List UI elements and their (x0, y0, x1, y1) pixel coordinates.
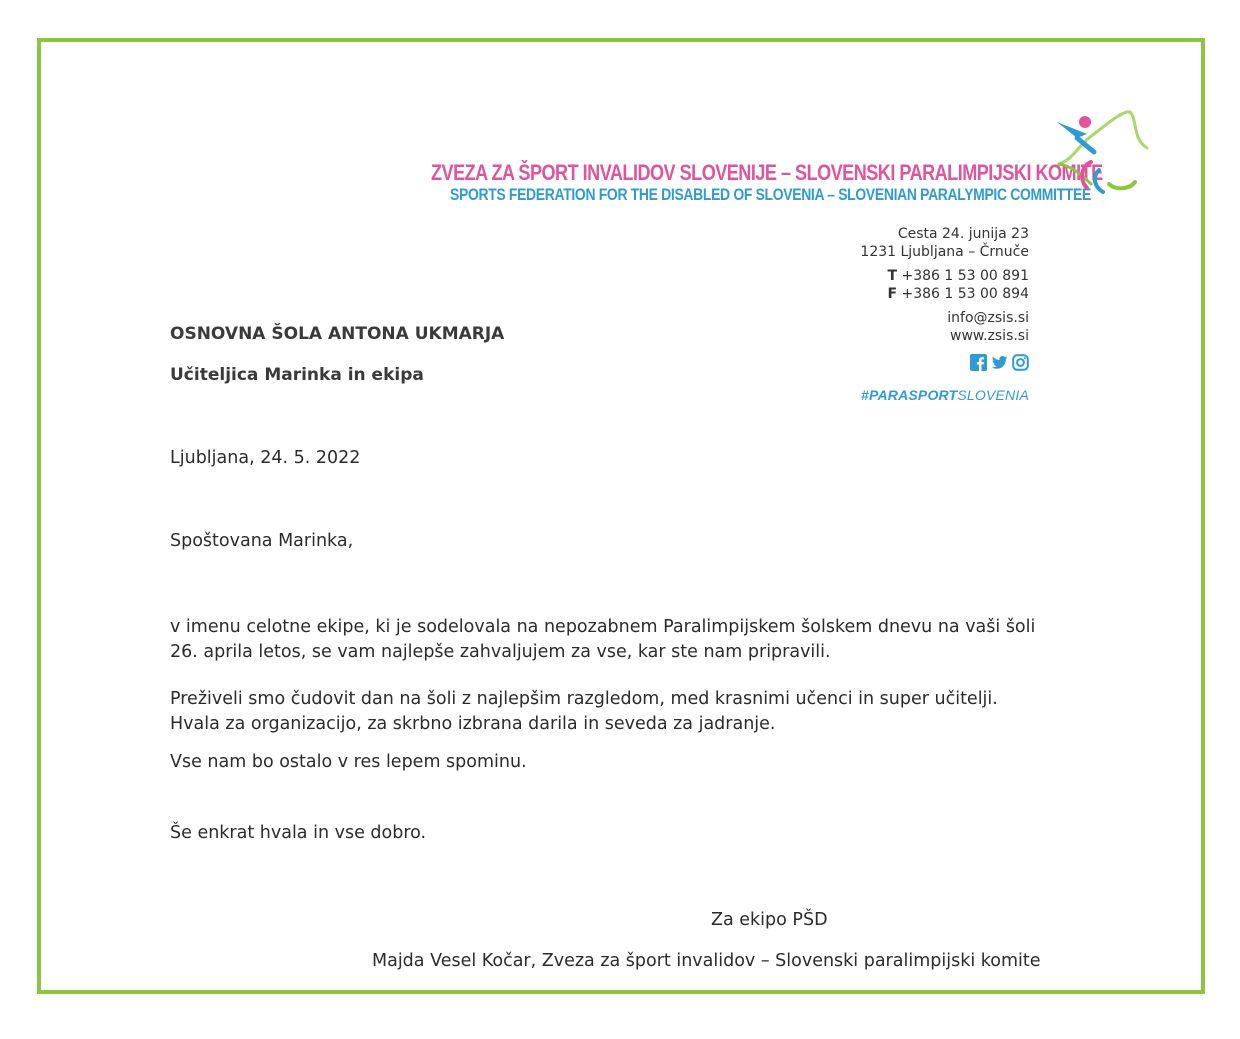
signoff: Za ekipo PŠD (711, 910, 828, 930)
hashtag-rest: SLOVENIA (957, 387, 1029, 403)
phone-label: T (887, 268, 898, 284)
paralympic-logo-icon (1019, 104, 1149, 208)
letter-page (37, 38, 1205, 994)
hashtag-bold: #PARASPORT (860, 387, 958, 403)
hashtag[interactable] (861, 387, 1029, 403)
fax-number: +386 1 53 00 894 (901, 286, 1029, 302)
address-line-2: 1231 Ljubljana – Črnuče (860, 244, 1029, 260)
salutation: Spoštovana Marinka, (170, 531, 354, 551)
phone-line (887, 268, 1029, 284)
phone-number: +386 1 53 00 891 (901, 268, 1029, 284)
paragraph-2: Preživeli smo čudovit dan na šoli z najlepšim razgledom, med krasnimi učenci in super učitelji. Hvala za organizacijo, za skrbno izbrana darila in seveda za jadranje. (170, 689, 998, 734)
social-icons (970, 354, 1029, 371)
letterhead-title-slovenian: ZVEZA ZA ŠPORT INVALIDOV SLOVENIJE – SLOVENSKI PARALIMPIJSKI KOMITE (431, 160, 1103, 185)
fax-line (887, 286, 1029, 302)
paragraph-1: v imenu celotne ekipe, ki je sodelovala na nepozabnem Paralimpijskem šolskem dnevu na vaši šoli 26. aprila letos, se vam najlepše zahvaljujem za vse, kar ste nam pripravili. (170, 617, 1036, 662)
fax-label: F (887, 286, 898, 302)
recipient-person: Učiteljica Marinka in ekipa (170, 365, 424, 385)
signature-line: Majda Vesel Kočar, Zveza za šport invalidov – Slovenski paralimpijski komite (372, 951, 1041, 971)
letter-date: Ljubljana, 24. 5. 2022 (170, 448, 361, 468)
website-link[interactable]: www.zsis.si (950, 328, 1029, 344)
instagram-icon[interactable] (1012, 354, 1029, 371)
recipient-school: OSNOVNA ŠOLA ANTONA UKMARJA (170, 324, 505, 344)
facebook-icon[interactable] (970, 354, 987, 371)
closing-line: Še enkrat hvala in vse dobro. (170, 823, 427, 843)
letterhead-title-english: SPORTS FEDERATION FOR THE DISABLED OF SLOVENIA – SLOVENIAN PARALYMPIC COMMITTEE (450, 185, 1091, 204)
paragraph-3: Vse nam bo ostalo v res lepem spominu. (170, 752, 527, 772)
twitter-icon[interactable] (991, 354, 1008, 371)
email-link[interactable]: info@zsis.si (947, 310, 1029, 326)
address-line-1: Cesta 24. junija 23 (897, 226, 1029, 242)
